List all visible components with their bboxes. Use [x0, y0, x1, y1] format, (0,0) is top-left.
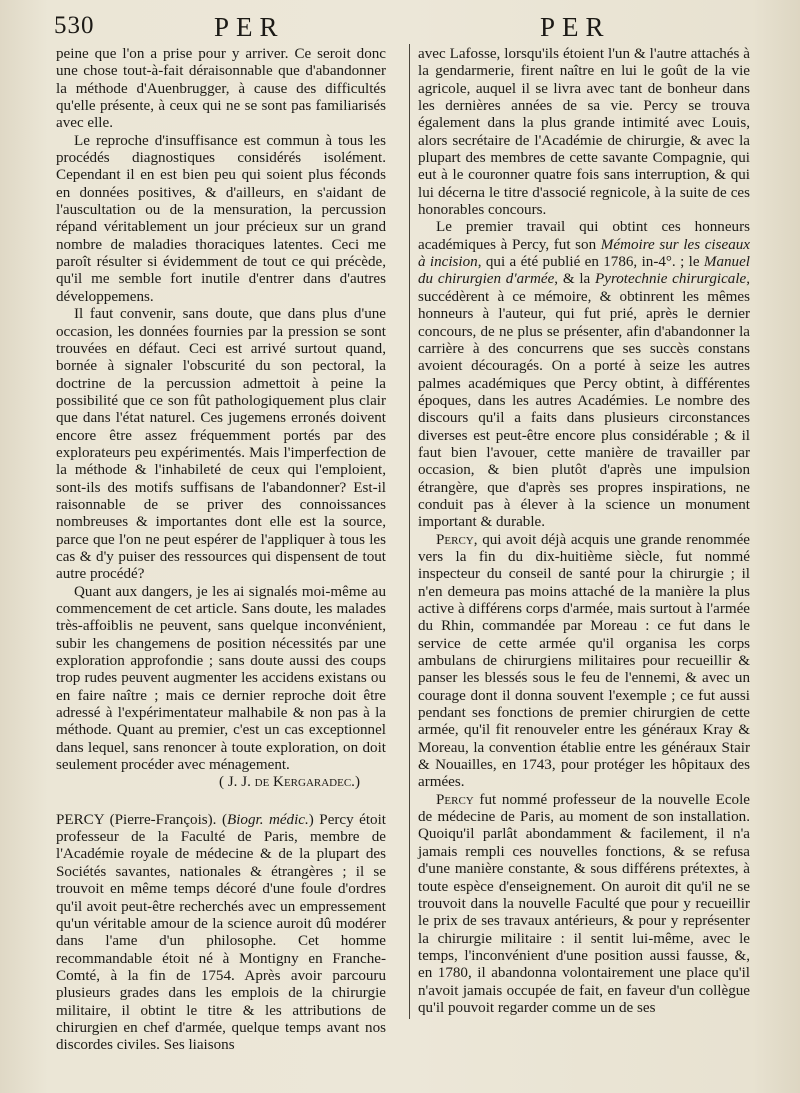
running-head-left: PER: [214, 12, 285, 42]
column-divider: [409, 44, 410, 1019]
entry-headword: PERCY (Pierre-François). (: [56, 811, 227, 828]
left-column: [56, 46, 386, 1055]
entry-close: ): [308, 811, 314, 828]
biography-entry: [56, 812, 386, 1055]
author-signature: [56, 774, 386, 791]
person-name: Percy: [436, 531, 474, 548]
work-title: Mémoire sur les ciseaux à incision: [418, 236, 750, 271]
person-name: Percy: [436, 791, 474, 808]
text-run: Le premier travail qui obtint ces honneurs académiques à Percy, fut son: [418, 219, 750, 253]
signature-initials: ( J. J.: [218, 774, 255, 791]
paragraph: Il faut convenir, sans doute, que dans plus d'une occasion, les données fournies par la pression se sont trouvées en défaut. Ceci est arrivé surtout quand, bornée à signaler l'obscurité du son pectoral, la doctrine de la percussion admettoit à peine la possibilité que ce son fût pathologiquement plus clair que dans l'état naturel. Ces jugemens erronés doivent encore être assez fréquemment portés par des explorateurs peu expérimentés. Mais l'imperfection de la méthode & l'inhabileté de ceux qui l'emploient, sont-ils des motifs suffisans de l'abandonner? Est-il raisonnable de se priver des connoissances nombreuses & importantes dont elle est la source, parce que l'on ne peut espérer de l'appliquer à tous les cas & d'y puiser des ressources qui dispensent de tout autre procédé?: [56, 306, 386, 583]
paragraph: Quant aux dangers, je les ai signalés moi-même au commencement de cet article. Sans doute, les malades très-affoiblis ne peuvent, sans quelque inconvénient, subir les changemens de position nécessités par une exploration approfondie ; sans doute aussi des coups trop rudes peuvent augmenter les accidens existans ou en faire naître ; mais ce dernier reproche doit être adressé à l'expérimentateur malhabile & non pas à la méthode. Quant au premier, c'est un cas exceptionnel dans lequel, sans renoncer à toute exploration, on doit seulement procéder avec ménagement.: [56, 583, 386, 774]
signature-close: ): [354, 774, 360, 791]
right-column: [418, 46, 750, 1017]
paragraph: peine que l'on a prise pour y arriver. Ce seroit donc une chose tout-à-fait déraisonnable que d'abandonner la méthode d'Auenbrugger, à cause des difficultés qu'elle présente, à ceux qui ne se sont pas familiarisés avec elle.: [56, 46, 386, 132]
paragraph: Le reproche d'insuffisance est commun à tous les procédés diagnostiques considérés isolément. Cependant il en est bien peu qui soient plus féconds en données positives, & d'ailleurs, en s'aidant de l'auscultation ou de la mensuration, la percussion répand véritablement un jour précieux sur un grand nombre de maladies thoraciques latentes. Ceci me paroît résulter si évidemment de tout ce qui précède, qu'il me semble fort inutile d'entrer dans d'autres développemens.: [56, 132, 386, 305]
paragraph: [418, 532, 750, 792]
text-run: , qui a été publié en 1786, in-4°. ; le: [477, 254, 704, 271]
paragraph: [418, 219, 750, 531]
signature-name: de Kergaradec.: [254, 774, 355, 791]
running-head-right: PER: [540, 12, 611, 42]
page-number: 530: [54, 12, 95, 39]
paragraph: avec Lafosse, lorsqu'ils étoient l'un & l'autre attachés à la gendarmerie, firent naître en lui le goût de la vie agricole, auquel il se livra avec tant de bonheur dans les dernières années de sa vie. Percy se trouva également dans la plus grande intimité avec Louis, alors secrétaire de l'Académie de chirurgie, & avec la plupart des membres de cette savante Compagnie, qui eut à le couronner quatre fois sans interruption, & qui lui décerna le titre d'associé regnicole, à la suite de ces honorables concours.: [418, 46, 750, 219]
page-header: [40, 10, 770, 46]
work-title: Manuel du chirurgien d'armée: [418, 254, 750, 288]
text-run: , & la: [554, 271, 596, 288]
text-run: , succédèrent à ce mémoire, & obtinrent les mêmes honneurs à l'auteur, qui fut prié, après le dernier concours, de ne plus se présenter, afin d'abandonner la carrière à des concurrens que ses succès constans avoient découragés. On a porté à seize les autres palmes académiques que Percy obtint, à différentes époques, dans les autres Académies. Le nombre des discours qu'il a faits dans plusieurs circonstances diverses est peut-être encore plus considérable ; & il faut bien l'avouer, cette manière de travailler par occasion, & bien plutôt d'après une impulsion étrangère, que d'après ses propres inspirations, ne conduit pas à élever à la science un monument important & durable.: [418, 271, 750, 531]
text-run: fut nommé professeur de la nouvelle Ecole de médecine de Paris, au moment de son installation. Quoiqu'il parlât abondamment & facilement, il n'a jamais rempli ces nouvelles fonctions, & se refusa d'une manière constante, & sous différens prétextes, à toute espèce d'enseignement. On auroit dit qu'il ne se trouvoit dans la nouvelle Faculté que pour y recueillir le prix de ses travaux antérieurs, & pour y représenter la chirurgie militaire : il sentit lui-même, avec le temps, l'inconvénient d'une position aussi fausse, &, en 1780, il abandonna volontairement une place qu'il n'avoit jamais occupée de fait, en faveur d'un collègue qu'il pouvoit regarder comme un de ses: [418, 791, 750, 1016]
work-title: Pyrotechnie chirurgicale: [595, 271, 747, 288]
entry-category: Biogr. médic.: [226, 811, 309, 828]
entry-text: Percy étoit professeur de la Faculté de Paris, membre de l'Académie royale de médecine & de la plupart des Sociétés savantes, nationales & étrangères ; il se trouvoit en même temps décoré d'une foule d'ordres qu'il avoit peut-être recherchés avec un empressement qu'un véritable amour de la science auroit dû modérer dans l'ame d'un philosophe. Cet homme recommandable étoit né à Montigny en Franche-Comté, à la fin de 1754. Après avoir parcouru plusieurs grades dans les emplois de la chirurgie militaire, il obtint le titre & les attributions de chirurgien en chef d'armée, quelque temps avant nos discordes civiles. Ses liaisons: [56, 811, 386, 1054]
paragraph: [418, 792, 750, 1017]
text-run: , qui avoit déjà acquis une grande renommée vers la fin du dix-huitième siècle, fut nommé inspecteur du conseil de santé pour la chirurgie ; il n'en demeura pas moins attaché de la manière la plus active à différens corps d'armée, mais surtout à l'armée du Rhin, commandée par Moreau : ce fut dans le service de cette armée qu'il organisa les corps ambulans de chirurgiens militaires pour recueillir & panser les blessés sous le feu de l'ennemi, & avec un courage dont il donna souvent l'exemple ; ce fut aussi pendant ses fonctions de premier chirurgien de cette armée, qu'il fit renouveler entre les généraux Kray & Moreau, la convention établie entre les généraux Stair & Nouailles, en 1743, pour protéger les hôpitaux des armées.: [418, 531, 750, 791]
